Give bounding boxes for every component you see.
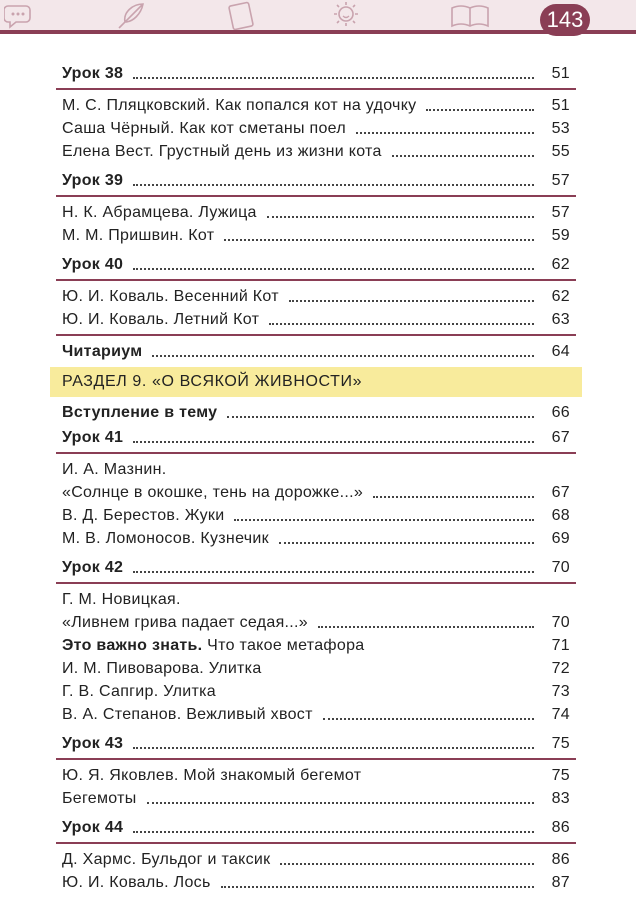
speech-bubble-icon — [4, 0, 34, 30]
divider — [56, 334, 576, 336]
divider — [56, 279, 576, 281]
toc-entry[interactable]: В. А. Степанов. Вежливый хвост 74 — [62, 706, 570, 723]
toc-intro[interactable]: Вступление в тему 66 — [62, 404, 570, 421]
toc-entry-author: И. А. Мазнин. — [62, 461, 167, 478]
toc-lesson-40[interactable]: Урок 40 62 — [62, 256, 570, 273]
toc-lesson-44[interactable]: Урок 44 86 — [62, 819, 570, 836]
toc-entry[interactable]: Ю. Я. Яковлев. Мой знакомый бегемот 75 — [62, 767, 570, 784]
divider — [56, 88, 576, 90]
toc-entry[interactable]: Бегемоты 83 — [62, 790, 570, 807]
toc-entry[interactable]: «Солнце в окошке, тень на дорожке...» 67 — [62, 484, 570, 501]
toc-entry[interactable]: Ю. И. Коваль. Летний Кот 63 — [62, 311, 570, 328]
open-book-icon — [448, 0, 492, 30]
section-heading: РАЗДЕЛ 9. «О ВСЯКОЙ ЖИВНОСТИ» — [50, 367, 582, 397]
toc-entry[interactable]: И. М. Пивоварова. Улитка 72 — [62, 660, 570, 677]
header-rule — [0, 30, 636, 34]
page-number-tab — [540, 4, 590, 36]
toc-entry[interactable]: Елена Вест. Грустный день из жизни кота 55 — [62, 143, 570, 160]
toc-chitarium[interactable]: Читариум 64 — [62, 343, 570, 360]
toc-entry[interactable]: Г. В. Сапгир. Улитка 73 — [62, 683, 570, 700]
toc-lesson-43[interactable]: Урок 43 75 — [62, 735, 570, 752]
toc-entry-important[interactable]: Это важно знать. Что такое метафора 71 — [62, 637, 570, 654]
toc-entry[interactable]: Саша Чёрный. Как кот сметаны поел 53 — [62, 120, 570, 137]
divider — [56, 452, 576, 454]
toc-entry-author: Г. М. Новицкая. — [62, 591, 181, 608]
toc-entry[interactable]: Ю. И. Коваль. Лось 87 — [62, 874, 570, 891]
toc-entry[interactable]: «Ливнем грива падает седая...» 70 — [62, 614, 570, 631]
toc-entry[interactable]: Д. Хармс. Бульдог и таксик 86 — [62, 851, 570, 868]
toc-entry[interactable]: М. В. Ломоносов. Кузнечик 69 — [62, 530, 570, 547]
divider — [56, 758, 576, 760]
toc-lesson-39[interactable]: Урок 39 57 — [62, 172, 570, 189]
table-of-contents — [56, 62, 576, 894]
divider — [56, 582, 576, 584]
book-icon — [225, 0, 259, 30]
toc-entry[interactable]: В. Д. Берестов. Жуки 68 — [62, 507, 570, 524]
toc-lesson-41[interactable]: Урок 41 67 — [62, 429, 570, 446]
feather-icon — [115, 0, 149, 30]
toc-lesson-42[interactable]: Урок 42 70 — [62, 559, 570, 576]
divider — [56, 195, 576, 197]
page-number: 143 — [546, 7, 584, 32]
toc-lesson-38[interactable]: Урок 38 51 — [62, 65, 570, 82]
toc-entry[interactable]: М. С. Пляцковский. Как попался кот на удочку 51 — [62, 97, 570, 114]
sun-icon — [330, 0, 362, 30]
divider — [56, 842, 576, 844]
toc-entry[interactable]: М. М. Пришвин. Кот 59 — [62, 227, 570, 244]
toc-entry[interactable]: Ю. И. Коваль. Весенний Кот 62 — [62, 288, 570, 305]
toc-entry[interactable]: Н. К. Абрамцева. Лужица 57 — [62, 204, 570, 221]
